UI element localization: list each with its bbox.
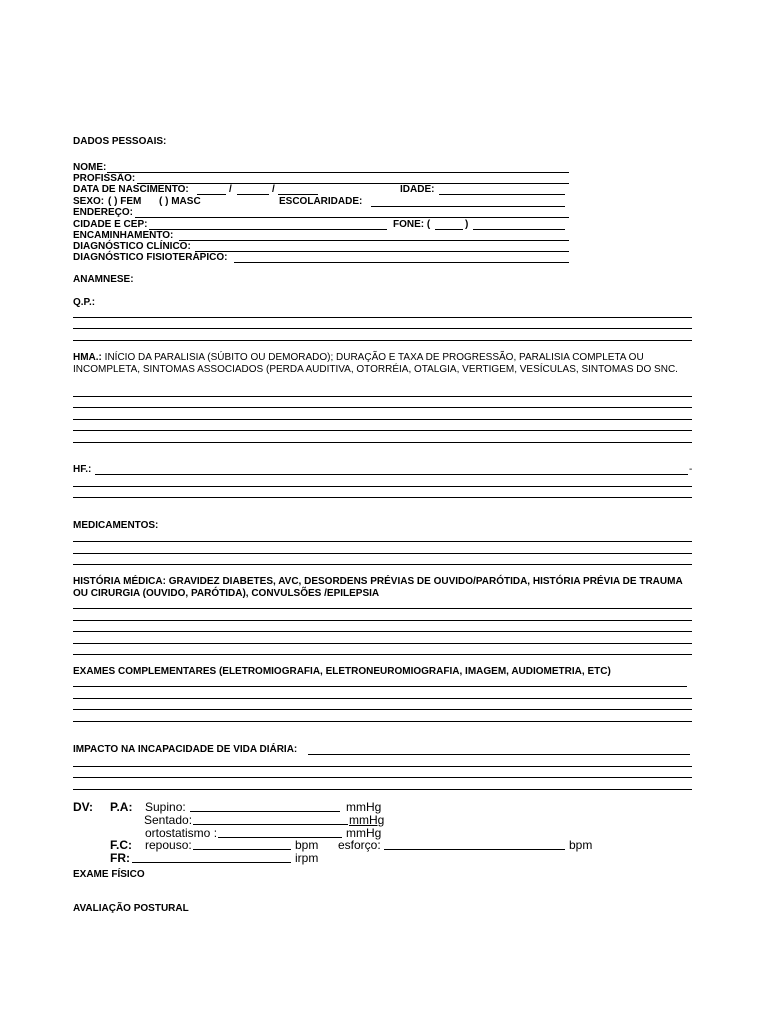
sexo-fem-option[interactable]: ( ) FEM bbox=[108, 196, 142, 207]
hf-field[interactable] bbox=[95, 474, 688, 475]
impacto-heading: IMPACTO NA INCAPACIDADE DE VIDA DIÁRIA: bbox=[73, 744, 298, 755]
supino-unit: mmHg bbox=[346, 800, 382, 814]
dados-pessoais-heading: DADOS PESSOAIS: bbox=[73, 136, 167, 147]
sentado-field[interactable] bbox=[193, 824, 348, 825]
exame-fisico-heading: EXAME FÍSICO bbox=[73, 869, 145, 880]
ortostatismo-unit: mmHg bbox=[346, 826, 382, 840]
profissao-field[interactable] bbox=[137, 183, 569, 184]
esforco-field[interactable] bbox=[384, 849, 565, 850]
fone-ddd-field[interactable] bbox=[435, 229, 463, 230]
endereco-field[interactable] bbox=[135, 217, 569, 218]
encaminhamento-field[interactable] bbox=[179, 240, 569, 241]
hma-section bbox=[73, 352, 693, 375]
ortostatismo-label: ortostatismo : bbox=[145, 826, 218, 840]
dv-label: DV: bbox=[73, 800, 94, 814]
fone-close-paren: ) bbox=[465, 219, 469, 230]
profissao-label: PROFISSÃO: bbox=[73, 173, 136, 184]
ortostatismo-field[interactable] bbox=[218, 837, 342, 838]
diagnostico-fisio-field[interactable] bbox=[234, 262, 569, 263]
nome-field[interactable] bbox=[107, 172, 569, 173]
esforco-label: esforço: bbox=[338, 838, 381, 852]
cidade-cep-field[interactable] bbox=[149, 229, 387, 230]
sexo-label: SEXO: bbox=[73, 196, 105, 207]
date-slash: / bbox=[229, 184, 232, 195]
fr-label: FR: bbox=[110, 851, 130, 865]
escolaridade-label: ESCOLARIDADE: bbox=[279, 196, 363, 207]
supino-label: Supino: bbox=[145, 800, 186, 814]
hma-description: INÍCIO DA PARALISIA (SÚBITO OU DEMORADO); DURAÇÃO E TAXA DE PROGRESSÃO, PARALISIA COMPLETA OU INCOMPLETA, SINTOMAS ASSOCIADOS (PERDA AUDITIVA, OTORRÉIA, OTALGIA, VERTIGEM, VESÍCULAS, SINTOMAS DO SNC. bbox=[73, 352, 678, 375]
hma-label: HMA.: bbox=[73, 352, 102, 363]
endereco-label: ENDEREÇO: bbox=[73, 207, 134, 218]
birth-day-field[interactable] bbox=[197, 194, 226, 195]
encaminhamento-label: ENCAMINHAMENTO: bbox=[73, 230, 174, 241]
supino-field[interactable] bbox=[190, 811, 340, 812]
exames-heading: EXAMES COMPLEMENTARES (ELETROMIOGRAFIA, ELETRONEUROMIOGRAFIA, IMAGEM, AUDIOMETRIA, ETC) bbox=[73, 666, 611, 677]
hf-label: HF.: bbox=[73, 464, 92, 475]
idade-label: IDADE: bbox=[400, 184, 435, 195]
avaliacao-postural-heading: AVALIAÇÃO POSTURAL bbox=[73, 903, 189, 914]
pa-label: P.A: bbox=[110, 800, 133, 814]
sexo-masc-option[interactable]: ( ) MASC bbox=[159, 196, 201, 207]
fr-field[interactable] bbox=[132, 862, 291, 863]
fc-label: F.C: bbox=[110, 838, 132, 852]
fone-label: FONE: ( bbox=[393, 219, 431, 230]
anamnese-heading: ANAMNESE: bbox=[73, 274, 134, 285]
data-nascimento-label: DATA DE NASCIMENTO: bbox=[73, 184, 189, 195]
birth-year-field[interactable] bbox=[278, 194, 318, 195]
impacto-field[interactable] bbox=[308, 754, 690, 755]
cidade-cep-label: CIDADE E CEP: bbox=[73, 219, 148, 230]
repouso-unit: bpm bbox=[295, 838, 319, 852]
idade-field[interactable] bbox=[439, 194, 565, 195]
escolaridade-field[interactable] bbox=[371, 206, 565, 207]
historia-medica-heading: HISTÓRIA MÉDICA: GRAVIDEZ DIABETES, AVC, DESORDENS PRÉVIAS DE OUVIDO/PARÓTIDA, HISTÓRIA PRÉVIA DE TRAUMA OU CIRURGIA (OUVIDO, PARÓTIDA), CONVULSÕES /EPILEPSIA bbox=[73, 576, 683, 599]
sentado-unit: mmHg bbox=[349, 813, 385, 827]
diagnostico-clinico-label: DIAGNÓSTICO CLÍNICO: bbox=[73, 241, 191, 252]
date-slash: / bbox=[272, 184, 275, 195]
birth-month-field[interactable] bbox=[237, 194, 269, 195]
qp-label: Q.P.: bbox=[73, 297, 96, 308]
repouso-label: repouso: bbox=[145, 838, 192, 852]
diagnostico-clinico-field[interactable] bbox=[195, 251, 569, 252]
clinical-form bbox=[73, 0, 695, 1024]
fone-number-field[interactable] bbox=[473, 229, 565, 230]
nome-label: NOME: bbox=[73, 162, 107, 173]
sentado-label: Sentado: bbox=[144, 813, 193, 827]
diagnostico-fisio-label: DIAGNÓSTICO FISIOTERÁPICO: bbox=[73, 252, 228, 263]
esforco-unit: bpm bbox=[569, 838, 593, 852]
medicamentos-heading: MEDICAMENTOS: bbox=[73, 520, 159, 531]
fr-unit: irpm bbox=[295, 851, 319, 865]
hf-dash: - bbox=[689, 464, 693, 475]
repouso-field[interactable] bbox=[193, 849, 291, 850]
